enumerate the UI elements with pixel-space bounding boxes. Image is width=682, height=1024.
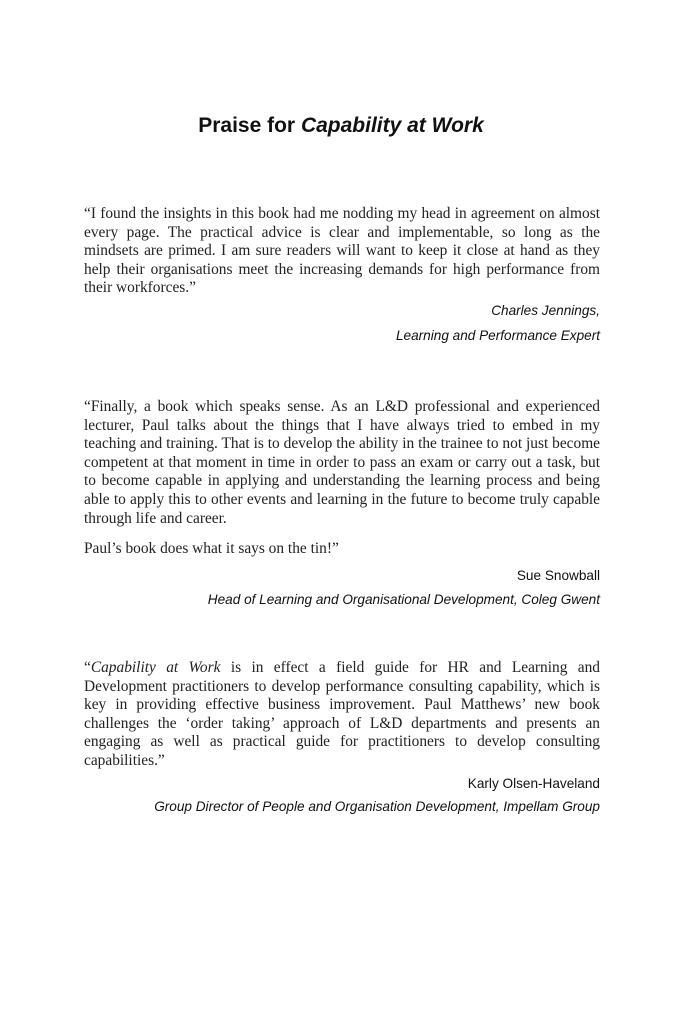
testimonial-3-name: Karly Olsen-Haveland [467, 776, 600, 791]
testimonial-3-quote [84, 659, 600, 771]
title-prefix: Praise for [198, 114, 301, 137]
quote-paragraph: Paul’s book does what it says on the tin!” [84, 540, 339, 558]
testimonial-1-quote [84, 205, 600, 298]
title-book-name: Capability at Work [300, 114, 484, 137]
testimonial-2-name: Sue Snowball [516, 568, 600, 583]
quote-book-name: Capability at Work [90, 659, 221, 676]
open-quote: “ [84, 659, 91, 676]
page-title [0, 114, 682, 138]
quote-paragraph: “I found the insights in this book had me nodding my head in agreement on almost every page. The practical advice is clear and implementable, so long as the mindsets are primed. I am sure readers will want to keep it close at hand as they help their organisations meet the increasing demands for high performance from their workforces.” [84, 205, 600, 297]
testimonial-3-role: Group Director of People and Organisation Development, Impellam Group [154, 799, 600, 814]
testimonial-2-role: Head of Learning and Organisational Development, Coleg Gwent [207, 592, 600, 607]
quote-text: is in effect a field guide for HR and Learning and Development practitioners to develop performance consulting capability, which is key in providing effective business improvement. Paul Matthews’ new book challenges the ‘order taking’ approach of L&D departments and presents an engaging as well as practical guide for practitioners to develop consulting capabilities.” [84, 659, 600, 769]
testimonial-1-name: Charles Jennings, [491, 303, 600, 318]
quote-paragraph: “Finally, a book which speaks sense. As an L&D professional and experienced lecturer, Paul talks about the things that I have always tried to embed in my teaching and training. That is to develop the ability in the trainee to not just become competent at that moment in time in order to pass an exam or carry out a task, but to become capable in applying and understanding the learning process and being able to apply this to other events and learning in the future to become truly capable through life and career. [84, 398, 600, 527]
testimonial-2-quote [84, 398, 600, 559]
quote-paragraph [84, 659, 600, 771]
testimonial-1-role: Learning and Performance Expert [395, 328, 600, 343]
